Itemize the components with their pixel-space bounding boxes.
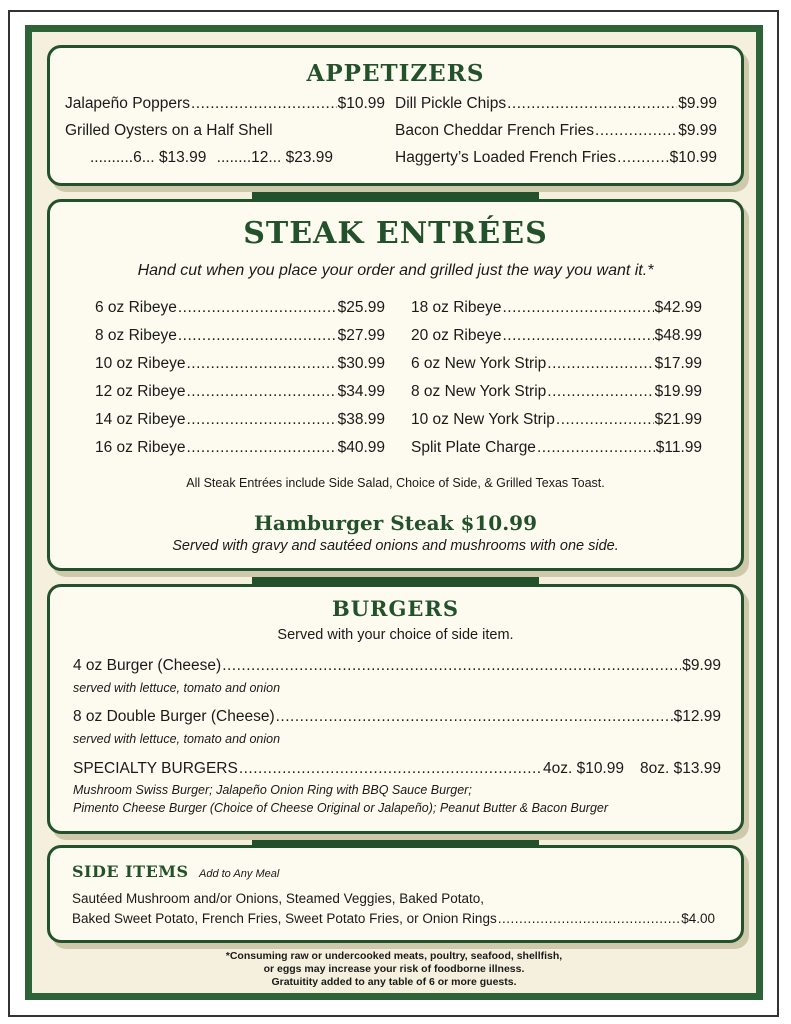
appetizers-title: APPETIZERS xyxy=(306,60,485,87)
menu-item: Split Plate Charge ..... $11.99 xyxy=(411,439,702,457)
section-connector xyxy=(252,186,539,200)
oyster-prices: ..........6... $13.99 ........12... $23.99 xyxy=(90,149,334,166)
item-desc: Pimento Cheese Burger (Choice of Cheese Original or Jalapeño); Peanut Butter & Bacon Burger xyxy=(73,801,609,815)
steak-subtitle: Hand cut when you place your order and grilled just the way you want it.* xyxy=(137,262,654,279)
menu-item: 20 oz Ribeye ..... $48.99 xyxy=(411,327,702,345)
menu-item xyxy=(73,708,721,726)
item-price: $10.99 xyxy=(337,95,385,112)
sides-heading xyxy=(72,862,279,882)
item-name: Bacon Cheddar French Fries xyxy=(395,122,595,139)
item-name: 4 oz Burger (Cheese) xyxy=(73,657,222,674)
steak-list-right xyxy=(411,299,702,467)
item-price: $9.99 xyxy=(678,122,717,139)
item-name: Grilled Oysters on a Half Shell xyxy=(65,122,273,139)
burgers-title: BURGERS xyxy=(331,596,460,621)
item-price: 8oz. $13.99 xyxy=(639,760,721,777)
steak-note: All Steak Entrées include Side Salad, Choice of Side, & Grilled Texas Toast. xyxy=(186,476,605,490)
menu-item xyxy=(395,95,717,113)
menu-item: 12 oz Ribeye ..... $34.99 xyxy=(95,383,385,401)
menu-item: 18 oz Ribeye ..... $42.99 xyxy=(411,299,702,317)
item-price: $9.99 xyxy=(682,657,721,674)
hamburger-steak-title: Hamburger Steak $10.99 xyxy=(253,511,538,535)
menu-item xyxy=(395,122,717,140)
item-name: 8 oz Double Burger (Cheese) xyxy=(73,708,275,725)
item-desc: Mushroom Swiss Burger; Jalapeño Onion Ring with BBQ Sauce Burger; xyxy=(73,783,472,797)
item-price: $12.99 xyxy=(673,708,721,725)
sides-tagline: Add to Any Meal xyxy=(198,868,280,880)
menu-item xyxy=(73,657,721,675)
sides-title: SIDE ITEMS xyxy=(72,862,189,881)
item-desc: served with lettuce, tomato and onion xyxy=(73,681,281,695)
menu-item: 10 oz New York Strip ..... $21.99 xyxy=(411,411,702,429)
sides-section xyxy=(47,845,744,943)
sides-list-line: Sautéed Mushroom and/or Onions, Steamed Veggies, Baked Potato, xyxy=(72,891,485,906)
item-price: 4oz. $10.99 xyxy=(542,760,624,777)
menu-item xyxy=(65,95,385,113)
burgers-subtitle: Served with your choice of side item. xyxy=(277,627,514,643)
steak-title: STEAK ENTRÉES xyxy=(243,216,548,251)
burgers-section xyxy=(47,584,744,834)
menu-item xyxy=(73,760,721,778)
steak-list-left xyxy=(95,299,385,467)
item-name: Haggerty’s Loaded French Fries xyxy=(395,149,617,166)
menu-item: 16 oz Ribeye ..... $40.99 xyxy=(95,439,385,457)
item-name: Dill Pickle Chips xyxy=(395,95,507,112)
menu-item: 6 oz New York Strip ..... $17.99 xyxy=(411,355,702,373)
menu-item: 6 oz Ribeye ..... $25.99 xyxy=(95,299,385,317)
menu-item: 8 oz New York Strip ..... $19.99 xyxy=(411,383,702,401)
item-price: $4.00 xyxy=(681,911,715,926)
menu-item xyxy=(72,910,715,928)
menu-item: 10 oz Ribeye ..... $30.99 xyxy=(95,355,385,373)
footer-disclaimer: *Consuming raw or undercooked meats, poultry, seafood, shellfish, or eggs may increase your risk of foodborne illness. Gratuitity added to any table of 6 or more guests. xyxy=(225,950,563,988)
menu-item: 8 oz Ribeye ..... $27.99 xyxy=(95,327,385,345)
item-price: $9.99 xyxy=(678,95,717,112)
item-name: Jalapeño Poppers xyxy=(65,95,190,112)
steak-section xyxy=(47,199,744,571)
item-price: $10.99 xyxy=(669,149,717,166)
appetizers-section xyxy=(47,45,744,186)
menu-item: 14 oz Ribeye ..... $38.99 xyxy=(95,411,385,429)
item-name: SPECIALTY BURGERS xyxy=(73,760,238,777)
sides-list-line: Baked Sweet Potato, French Fries, Sweet Potato Fries, or Onion Rings xyxy=(72,911,497,926)
menu-item xyxy=(395,149,717,167)
item-desc: served with lettuce, tomato and onion xyxy=(73,732,281,746)
section-connector xyxy=(252,571,539,585)
hamburger-steak-desc: Served with gravy and sautéed onions and mushrooms with one side. xyxy=(172,538,619,554)
